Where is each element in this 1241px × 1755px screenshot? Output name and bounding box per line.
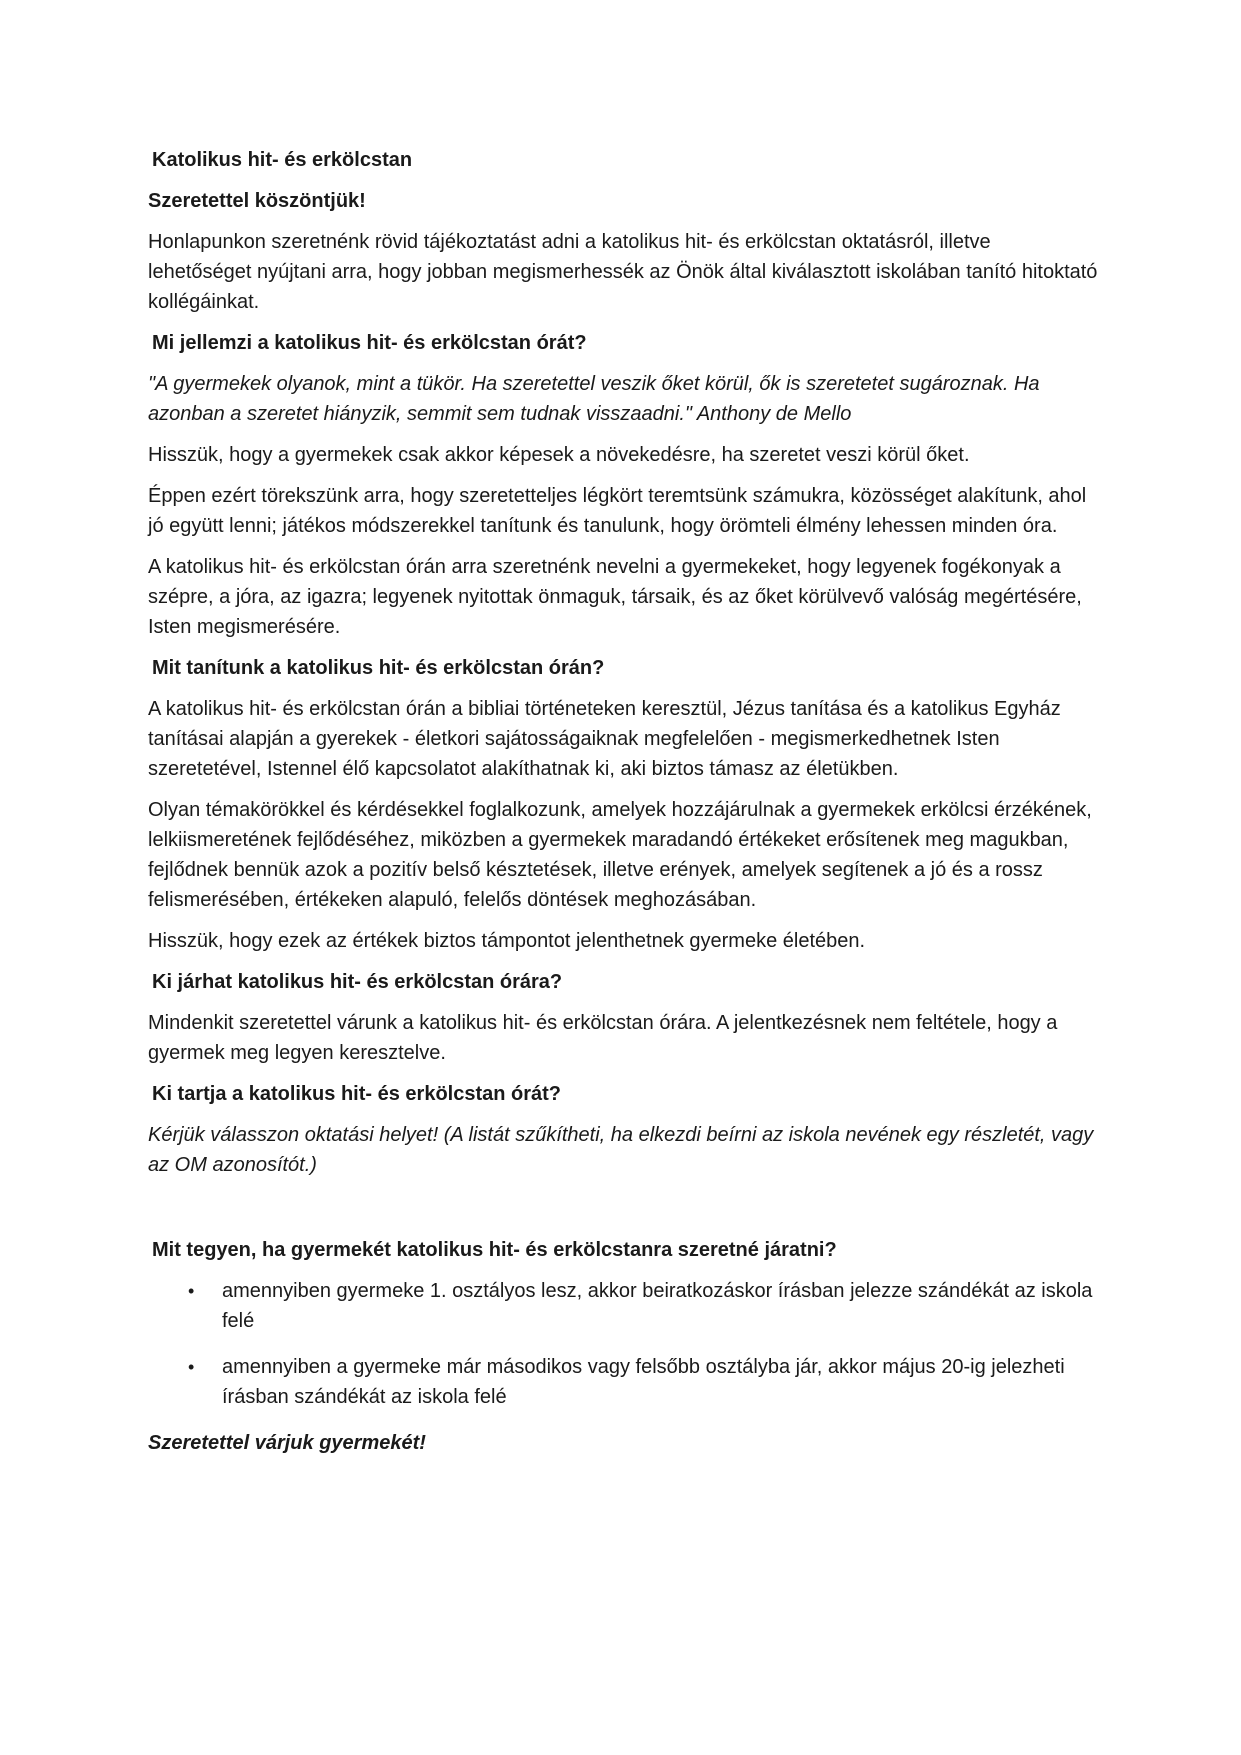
list-item (148, 1276, 1098, 1336)
section-heading-curriculum: Mit tanítunk a katolikus hit- és erkölcstan órán? (152, 657, 605, 679)
enrollment-list (148, 1276, 1098, 1412)
greeting: Szeretettel köszöntjük! (148, 190, 366, 212)
section-heading-teachers: Ki tartja a katolikus hit- és erkölcstan órát? (152, 1083, 562, 1105)
section-heading-enrollment: Mit tegyen, ha gyermekét katolikus hit- és erkölcstanra szeretné járatni? (152, 1239, 837, 1261)
spacer (148, 1191, 1098, 1235)
closing-line: Szeretettel várjuk gyermekét! (148, 1432, 426, 1454)
list-item-text: amennyiben gyermeke 1. osztályos lesz, akkor beiratkozáskor írásban jelezze szándékát az iskola felé (222, 1280, 1093, 1332)
list-item (148, 1352, 1098, 1412)
section-heading-characteristics: Mi jellemzi a katolikus hit- és erkölcstan órát? (152, 332, 587, 354)
paragraph: Mindenkit szeretettel várunk a katolikus hit- és erkölcstan órára. A jelentkezésnek nem feltétele, hogy a gyermek meg legyen keresztelve. (148, 1012, 1058, 1064)
paragraph: A katolikus hit- és erkölcstan órán a bibliai történeteken keresztül, Jézus tanítása és a katolikus Egyház tanításai alapján a gyerekek - életkori sajátosságaiknak megfelelően - megismerkedhetnek Isten szeretetével, Istennel élő kapcsolatot alakíthatnak ki, aki biztos támasz az életükben. (148, 698, 1061, 780)
document-page (148, 145, 1098, 1458)
paragraph: A katolikus hit- és erkölcstan órán arra szeretnénk nevelni a gyermekeket, hogy legyenek fogékonyak a szépre, a jóra, az igazra; legyenek nyitottak önmaguk, társaik, és az őket körülvevő valóság megértésére, Isten megismerésére. (148, 556, 1082, 638)
section-heading-eligibility: Ki járhat katolikus hit- és erkölcstan órára? (152, 971, 563, 993)
list-item-text: amennyiben a gyermeke már másodikos vagy felsőbb osztályba jár, akkor május 20-ig jelezheti írásban szándékát az iskola felé (222, 1356, 1065, 1408)
intro-paragraph: Honlapunkon szeretnénk rövid tájékoztatást adni a katolikus hit- és erkölcstan oktatásról, illetve lehetőséget nyújtani arra, hogy jobban megismerhessék az Önök által kiválasztott iskolában tanító hitoktató kollégáinkat. (148, 231, 1098, 313)
bullet-icon: • (188, 1357, 195, 1377)
document-title: Katolikus hit- és erkölcstan (152, 149, 413, 171)
bullet-icon: • (188, 1281, 195, 1301)
quote-paragraph: "A gyermekek olyanok, mint a tükör. Ha szeretettel veszik őket körül, ők is szeretetet sugároznak. Ha azonban a szeretet hiányzik, semmit sem tudnak visszaadni." Anthony de Mello (148, 373, 1040, 425)
paragraph: Éppen ezért törekszünk arra, hogy szeretetteljes légkört teremtsünk számukra, közösséget alakítunk, ahol jó együtt lenni; játékos módszerekkel tanítunk és tanulunk, hogy örömteli élmény lehessen minden óra. (148, 485, 1087, 537)
paragraph: Hisszük, hogy a gyermekek csak akkor képesek a növekedésre, ha szeretet veszi körül őket. (148, 444, 970, 466)
paragraph: Hisszük, hogy ezek az értékek biztos támpontot jelenthetnek gyermeke életében. (148, 930, 866, 952)
paragraph: Olyan témakörökkel és kérdésekkel foglalkozunk, amelyek hozzájárulnak a gyermekek erkölcsi érzékének, lelkiismeretének fejlődéséhez, miközben a gyermekek maradandó értékeket erősítenek meg magukban, fejlődnek bennük azok a pozitív belső késztetések, illetve erények, amelyek segítenek a jó és a rossz felismerésében, értékeken alapuló, felelős döntések meghozásában. (148, 799, 1092, 911)
school-select-note: Kérjük válasszon oktatási helyet! (A listát szűkítheti, ha elkezdi beírni az iskola nevének egy részletét, vagy az OM azonosítót.) (148, 1124, 1094, 1176)
